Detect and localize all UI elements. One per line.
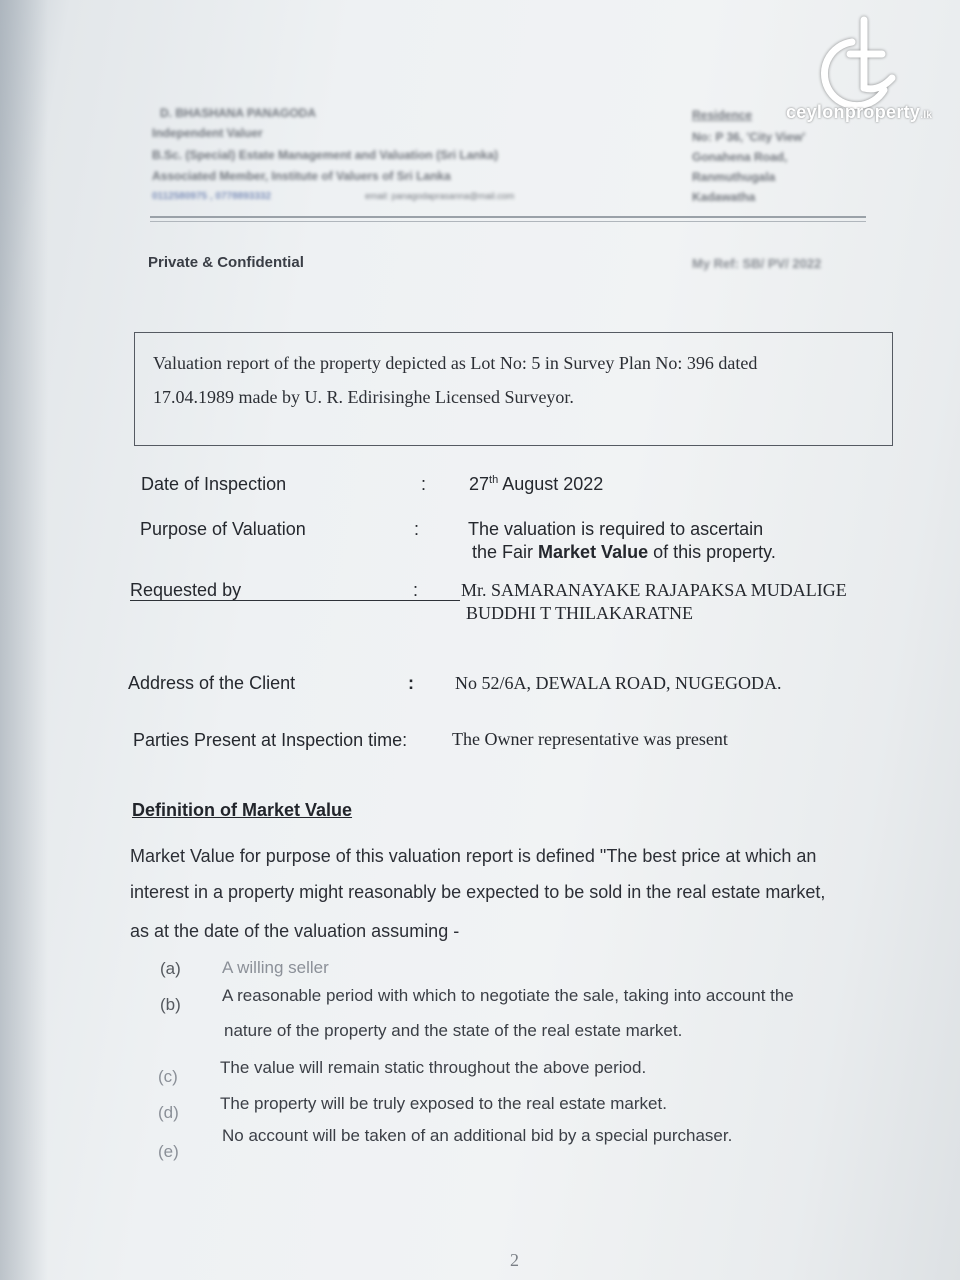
parties-present-value: The Owner representative was present: [452, 729, 728, 749]
residence-label: Residence: [692, 108, 753, 122]
requested-by-underline: [130, 600, 460, 601]
valuer-phone: 0112580975 , 0778893332: [152, 191, 272, 202]
definition-line-2: interest in a property might reasonably be expected to be sold in the real estate market,: [130, 882, 826, 902]
header-rule-thin: [150, 221, 866, 222]
requested-by-line-1: Mr. SAMARANAYAKE RAJAPAKSA MUDALIGE: [461, 580, 847, 600]
page-number: 2: [510, 1250, 519, 1270]
purpose-line-1: The valuation is required to ascertain: [468, 519, 764, 539]
list-item-label: (d): [158, 1103, 179, 1122]
valuer-degree: B.Sc. (Special) Estate Management and Valuation (Sri Lanka): [152, 148, 499, 162]
list-item: No account will be taken of an additional bid by a special purchaser.: [222, 1126, 733, 1145]
valuer-name: D. BHASHANA PANAGODA: [160, 106, 316, 120]
definition-line-1: Market Value for purpose of this valuation report is defined "The best price at which an: [130, 846, 817, 866]
residence-line-3: Ranmuthugala: [692, 170, 776, 184]
residence-line-1: No: P 36, 'City View': [692, 130, 806, 144]
requested-by-line-2: BUDDHI T THILAKARATNE: [466, 603, 693, 623]
watermark-brand: ceylonproperty.lk: [786, 102, 933, 122]
date-of-inspection-value: 27th August 2022: [469, 474, 604, 494]
confidential-label: Private & Confidential: [148, 254, 304, 271]
parties-present-label: Parties Present at Inspection time:: [133, 730, 408, 750]
page-edge-shadow: [0, 0, 48, 1280]
client-address-label: Address of the Client: [128, 673, 296, 693]
colon: :: [408, 673, 414, 693]
valuer-membership: Associated Member, Institute of Valuers of Sri Lanka: [152, 169, 451, 183]
colon: :: [414, 519, 420, 539]
list-item: A reasonable period with which to negotiate the sale, taking into account the: [222, 986, 794, 1005]
residence-line-2: Gonahena Road,: [692, 150, 788, 164]
colon: :: [413, 580, 419, 600]
list-item: The property will be truly exposed to the real estate market.: [220, 1094, 667, 1113]
list-item: The value will remain static throughout the above period.: [220, 1058, 647, 1077]
colon: :: [421, 474, 427, 494]
residence-line-4: Kadawatha: [692, 190, 756, 204]
title-box: [134, 332, 893, 446]
list-item-label: (e): [158, 1142, 179, 1161]
purpose-label: Purpose of Valuation: [140, 519, 306, 539]
definition-heading: Definition of Market Value: [132, 800, 353, 820]
client-address-value: No 52/6A, DEWALA ROAD, NUGEGODA.: [455, 673, 782, 693]
list-item-label: (b): [160, 995, 181, 1014]
requested-by-label: Requested by: [130, 580, 242, 600]
valuer-title: Independent Valuer: [152, 126, 263, 140]
title-line-2: 17.04.1989 made by U. R. Edirisinghe Licensed Surveyor.: [153, 387, 574, 407]
purpose-line-2: the Fair Market Value of this property.: [472, 542, 776, 562]
list-item-label: (c): [158, 1067, 178, 1086]
list-item-label: (a): [160, 959, 181, 978]
valuer-email: email: panagodaprasanna@mail.com: [365, 191, 515, 201]
title-line-1: Valuation report of the property depicted as Lot No: 5 in Survey Plan No: 396 dated: [153, 353, 758, 373]
list-item-continued: nature of the property and the state of the real estate market.: [224, 1021, 683, 1040]
date-of-inspection-label: Date of Inspection: [141, 474, 287, 494]
my-ref: My Ref: SB/ PV/ 2022: [692, 256, 822, 271]
definition-line-3: as at the date of the valuation assuming -: [130, 921, 460, 941]
header-rule: [150, 216, 866, 218]
list-item: A willing seller: [222, 958, 329, 977]
